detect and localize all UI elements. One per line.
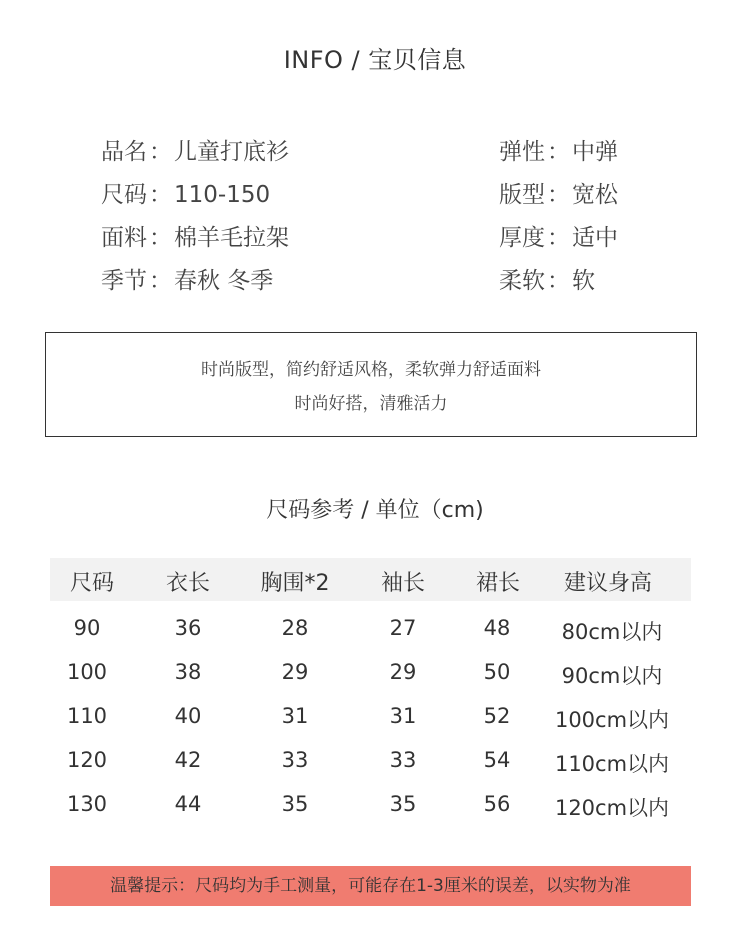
table-cell: 27 bbox=[389, 616, 417, 640]
table-row bbox=[50, 792, 691, 822]
spec-label: 面料 bbox=[101, 225, 147, 251]
table-cell: 80cm以内 bbox=[561, 620, 663, 644]
table-cell: 54 bbox=[483, 748, 511, 772]
table-cell: 56 bbox=[483, 792, 511, 816]
spec-value: 适中 bbox=[572, 225, 618, 251]
table-cell: 31 bbox=[389, 704, 417, 728]
spec-fit bbox=[499, 176, 618, 209]
table-row bbox=[50, 748, 691, 778]
spec-label: 品名 bbox=[101, 139, 147, 165]
spec-thickness bbox=[499, 219, 618, 252]
table-cell: 38 bbox=[174, 660, 202, 684]
spec-value: 春秋 冬季 bbox=[174, 268, 274, 294]
size-chart-title: 尺码参考 / 单位（cm) bbox=[266, 498, 484, 523]
spec-label: 厚度 bbox=[499, 225, 545, 251]
spec-label: 版型 bbox=[499, 182, 545, 208]
spec-separator: ： bbox=[547, 225, 570, 251]
info-title: INFO / 宝贝信息 bbox=[283, 46, 467, 74]
table-cell: 50 bbox=[483, 660, 511, 684]
table-row bbox=[50, 660, 691, 690]
spec-label: 季节 bbox=[101, 268, 147, 294]
spec-separator: ： bbox=[547, 268, 570, 294]
description-box bbox=[45, 332, 697, 437]
table-cell: 36 bbox=[174, 616, 202, 640]
spec-value: 110-150 bbox=[174, 182, 271, 208]
spec-value: 儿童打底衫 bbox=[174, 139, 289, 165]
spec-separator: ： bbox=[547, 182, 570, 208]
table-header-cell: 袖长 bbox=[380, 571, 426, 596]
table-cell: 110cm以内 bbox=[554, 752, 670, 776]
table-cell: 120 bbox=[66, 748, 108, 772]
spec-value: 棉羊毛拉架 bbox=[174, 225, 289, 251]
table-cell: 28 bbox=[281, 616, 309, 640]
table-cell: 35 bbox=[389, 792, 417, 816]
table-cell: 33 bbox=[389, 748, 417, 772]
table-cell: 31 bbox=[281, 704, 309, 728]
spec-value: 中弹 bbox=[572, 139, 618, 165]
table-cell: 110 bbox=[66, 704, 108, 728]
table-cell: 90cm以内 bbox=[561, 664, 663, 688]
size-table-header bbox=[50, 558, 691, 601]
spec-label: 尺码 bbox=[101, 182, 147, 208]
table-cell: 120cm以内 bbox=[554, 796, 670, 820]
spec-separator: ： bbox=[149, 225, 172, 251]
spec-separator: ： bbox=[149, 268, 172, 294]
table-cell: 100 bbox=[66, 660, 108, 684]
spec-value: 软 bbox=[572, 268, 595, 294]
table-cell: 52 bbox=[483, 704, 511, 728]
table-cell: 44 bbox=[174, 792, 202, 816]
table-header-cell: 裙长 bbox=[475, 571, 521, 596]
table-header-cell: 胸围*2 bbox=[260, 571, 330, 596]
table-header-cell: 衣长 bbox=[165, 571, 211, 596]
table-row bbox=[50, 616, 691, 646]
table-row bbox=[50, 704, 691, 734]
table-cell: 35 bbox=[281, 792, 309, 816]
table-cell: 42 bbox=[174, 748, 202, 772]
spec-label: 弹性 bbox=[499, 139, 545, 165]
spec-label: 柔软 bbox=[499, 268, 545, 294]
spec-size bbox=[101, 176, 270, 209]
table-cell: 130 bbox=[66, 792, 108, 816]
spec-fabric bbox=[101, 219, 289, 252]
table-header-cell: 尺码 bbox=[69, 571, 115, 596]
spec-elasticity bbox=[499, 133, 618, 166]
table-cell: 40 bbox=[174, 704, 202, 728]
spec-name bbox=[101, 133, 289, 166]
table-cell: 33 bbox=[281, 748, 309, 772]
spec-separator: ： bbox=[149, 182, 172, 208]
table-cell: 90 bbox=[73, 616, 101, 640]
spec-separator: ： bbox=[547, 139, 570, 165]
table-cell: 29 bbox=[389, 660, 417, 684]
description-line: 时尚版型，简约舒适风格，柔软弹力舒适面料 bbox=[201, 360, 541, 380]
table-cell: 100cm以内 bbox=[554, 708, 670, 732]
spec-softness bbox=[499, 262, 595, 295]
spec-value: 宽松 bbox=[572, 182, 618, 208]
description-line: 时尚好搭，清雅活力 bbox=[294, 394, 448, 414]
table-cell: 48 bbox=[483, 616, 511, 640]
table-cell: 29 bbox=[281, 660, 309, 684]
spec-separator: ： bbox=[149, 139, 172, 165]
notice-banner: 温馨提示：尺码均为手工测量，可能存在1-3厘米的误差，以实物为准 bbox=[50, 866, 691, 906]
table-header-cell: 建议身高 bbox=[563, 571, 653, 596]
spec-season bbox=[101, 262, 273, 295]
